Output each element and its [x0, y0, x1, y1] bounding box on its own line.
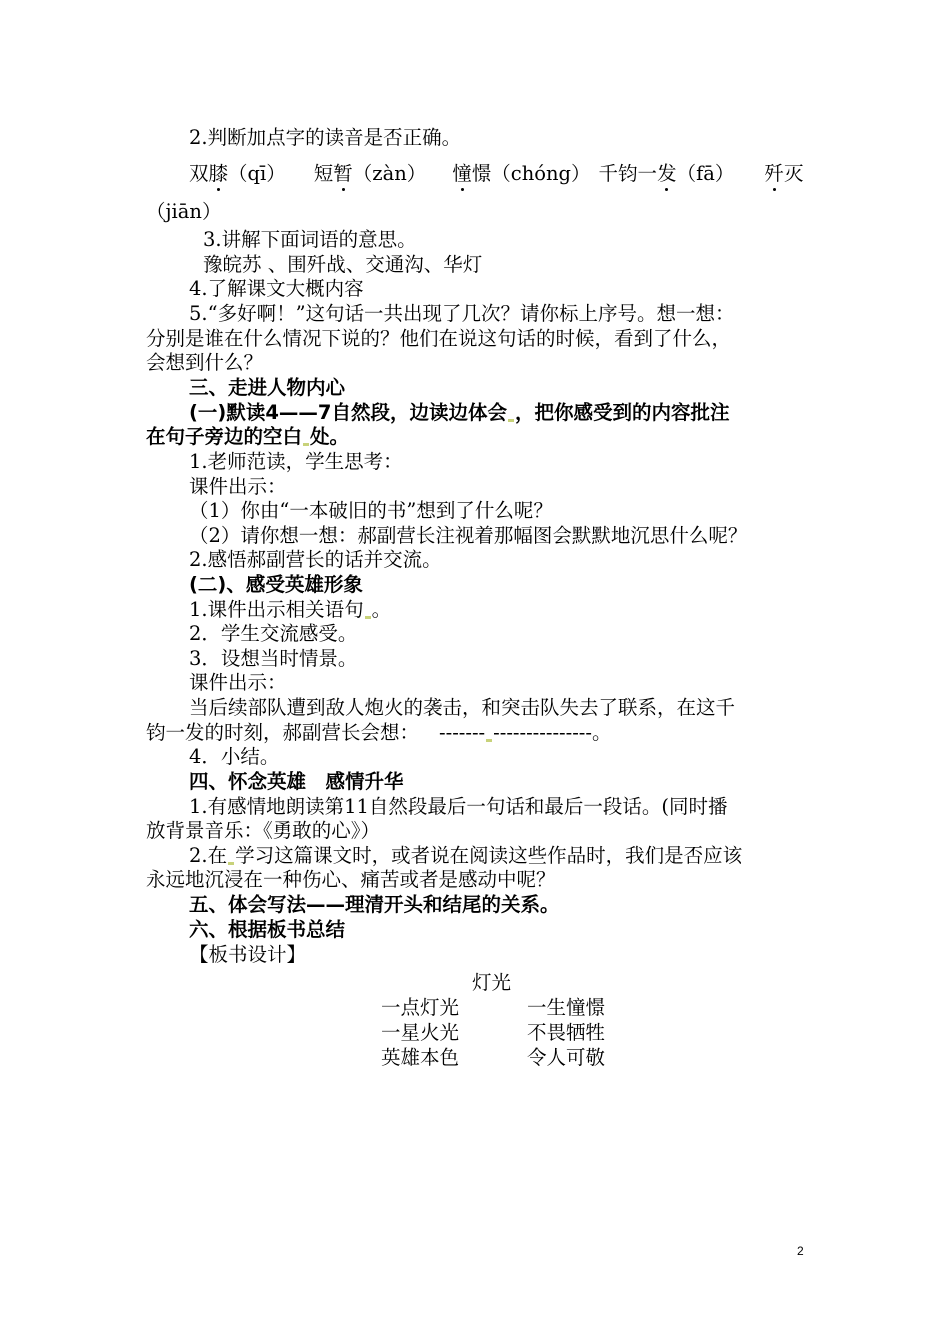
line-exercise-5: 5.“多好啊！”这句话一共出现了几次？请你标上序号。想一想：: [189, 302, 735, 325]
board-left-1: 一点灯光: [381, 996, 460, 1019]
section-6-heading: 六、根据板书总结: [189, 918, 346, 941]
step-2-1: 1.课件出示相关语句 。: [189, 598, 392, 621]
vocab-line: 豫皖苏 、围歼战、交通沟、华灯: [203, 253, 483, 276]
pinyin-wrap: （jiān）: [146, 200, 222, 223]
word-2: 短暂（zàn）: [313, 162, 427, 185]
section-4-heading: 四、怀念英雄 感情升华: [189, 770, 404, 793]
step-2-2: 2．学生交流感受。: [189, 622, 358, 645]
line-exercise-2: 2.判断加点字的读音是否正确。: [189, 126, 462, 149]
board-right-2: 不畏牺牲: [527, 1021, 606, 1044]
subsection-2-heading: (二)、感受英雄形象: [189, 573, 363, 596]
subsection-1-heading-cont: 在句子旁边的空白 处。: [146, 425, 350, 448]
word-3: 憧憬（chóng）: [452, 162, 591, 185]
step-1: 1.老师范读，学生思考：: [189, 450, 403, 473]
step-2: 2.感悟郝副营长的话并交流。: [189, 548, 442, 571]
pinyin-line: [189, 162, 803, 186]
word-5: 歼灭: [764, 162, 804, 185]
word-4: 千钧一发（fā）: [598, 162, 735, 185]
section-3-heading: 三、走进人物内心: [189, 376, 346, 399]
courseware-label-2: 课件出示：: [189, 671, 287, 694]
edit-mark: [365, 616, 371, 619]
step-4-1: 1.有感情地朗读第11自然段最后一句话和最后一段话。(同时播: [189, 795, 728, 818]
word-1: 双膝（qī）: [189, 162, 286, 185]
board-right-3: 令人可敬: [527, 1046, 606, 1069]
line-exercise-5-cont: 分别是谁在什么情况下说的？他们在说这句话的时候，看到了什么，: [146, 327, 732, 350]
edit-mark: [303, 443, 309, 446]
board-title: 灯光: [472, 971, 512, 994]
question-1: （1）你由“一本破旧的书”想到了什么呢？: [189, 499, 553, 522]
board-left-3: 英雄本色: [381, 1046, 460, 1069]
edit-mark: [486, 739, 492, 742]
line-exercise-4: 4.了解课文大概内容: [189, 277, 364, 300]
step-4-2: 2.在 学习这篇课文时，或者说在阅读这些作品时，我们是否应该: [189, 844, 743, 867]
step-4-1-cont: 放背景音乐：《勇敢的心》）: [146, 819, 381, 842]
board-left-2: 一星火光: [381, 1021, 460, 1044]
step-2-4: 4．小结。: [189, 745, 280, 768]
question-2: （2）请你想一想：郝副营长注视着那幅图会默默地沉思什么呢？: [189, 524, 748, 547]
scenario-line-cont: 钧一发的时刻，郝副营长会想： ------- ---------------。: [146, 721, 612, 744]
step-4-2-cont: 永远地沉浸在一种伤心、痛苦或者是感动中呢？: [146, 868, 556, 891]
line-exercise-5-end: 会想到什么？: [146, 351, 264, 374]
board-design-label: 【板书设计】: [189, 943, 307, 966]
scenario-line: 当后续部队遭到敌人炮火的袭击，和突击队失去了联系，在这千: [189, 696, 736, 719]
line-exercise-3: 3.讲解下面词语的意思。: [203, 228, 417, 251]
subsection-1-heading: (一)默读4——7自然段，边读边体会 ，把你感受到的内容批注: [189, 401, 730, 424]
edit-mark: [228, 862, 234, 865]
courseware-label: 课件出示：: [189, 475, 287, 498]
step-2-3: 3．设想当时情景。: [189, 647, 358, 670]
page-number: 2: [797, 1244, 804, 1258]
board-right-1: 一生憧憬: [527, 996, 606, 1019]
edit-mark: [508, 419, 514, 422]
section-5-heading: 五、体会写法——理清开头和结尾的关系。: [189, 893, 560, 916]
